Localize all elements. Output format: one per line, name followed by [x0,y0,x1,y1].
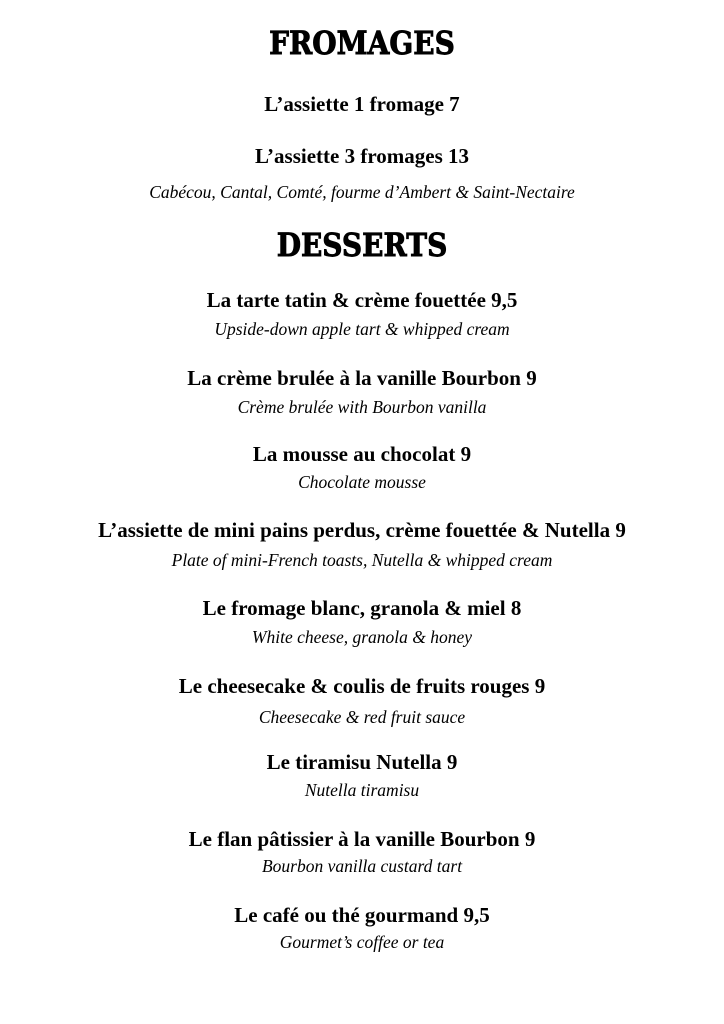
dessert-name: La tarte tatin & crème fouettée 9,5 [206,288,518,312]
dessert-name: La mousse au chocolat 9 [252,442,472,466]
fromage-item-1: L’assiette 1 fromage 7 [264,92,460,116]
dessert-name: L’assiette de mini pains perdus, crème fouettée & Nutella 9 [98,518,626,542]
dessert-name: Le cheesecake & coulis de fruits rouges 9 [178,674,546,698]
dessert-description: Plate of mini-French toasts, Nutella & whipped cream [171,550,553,570]
dessert-name: Le flan pâtissier à la vanille Bourbon 9 [188,827,536,851]
dessert-name: Le café ou thé gourmand 9,5 [234,903,490,927]
desserts-title: DESSERTS [276,226,448,264]
dessert-description: Bourbon vanilla custard tart [261,856,463,876]
dessert-description: Nutella tiramisu [304,780,420,800]
dessert-description: Gourmet’s coffee or tea [279,932,445,952]
dessert-name: Le fromage blanc, granola & miel 8 [202,596,522,620]
dessert-name: Le tiramisu Nutella 9 [266,750,458,774]
dessert-description: Chocolate mousse [298,472,426,492]
dessert-description: Cheesecake & red fruit sauce [258,707,466,727]
fromage-varieties: Cabécou, Cantal, Comté, fourme d’Ambert & Saint-Nectaire [149,182,575,202]
dessert-name: La crème brulée à la vanille Bourbon 9 [187,366,537,390]
fromage-item-3: L’assiette 3 fromages 13 [254,144,470,168]
dessert-description: Crème brulée with Bourbon vanilla [237,397,487,417]
dessert-description: White cheese, granola & honey [251,627,473,647]
fromages-title: FROMAGES [269,24,455,62]
dessert-description: Upside-down apple tart & whipped cream [214,319,510,339]
